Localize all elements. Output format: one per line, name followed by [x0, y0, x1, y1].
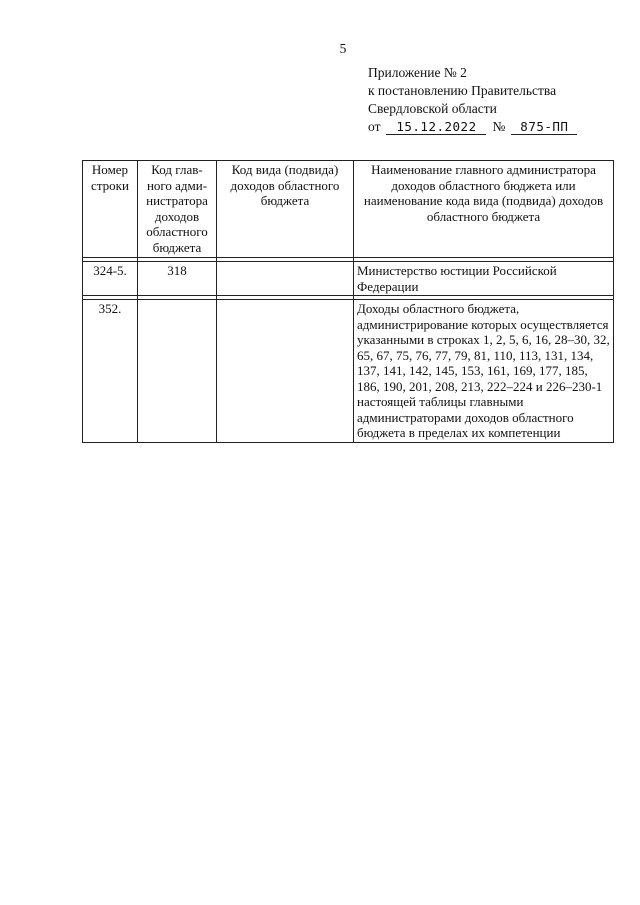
name-cell: Министерство юстиции Российской Федерации: [354, 262, 614, 296]
appendix-title: Приложение № 2: [368, 65, 467, 80]
income-code-cell: [217, 300, 354, 443]
admin-code-cell: 318: [138, 262, 217, 296]
appendix-date-line: [368, 118, 577, 136]
income-administrators-table: [82, 160, 614, 443]
from-label: от: [368, 119, 381, 134]
header-name: Наименование главного администратора доходов областного бюджета или наименование кода вида (подвида) доходов областного бюджета: [354, 161, 614, 258]
page-number: 5: [339, 41, 347, 56]
row-number-cell: 324-5.: [83, 262, 138, 296]
header-row-number: Номер строки: [83, 161, 138, 258]
appendix-resolution: к постановлению Правительства: [368, 83, 557, 98]
income-code-cell: [217, 262, 354, 296]
resolution-number: 875-ПП: [511, 120, 577, 135]
table-header-row: [83, 161, 614, 258]
appendix-region: Свердловской области: [368, 101, 497, 116]
header-income-code: Код вида (подвида) доходов областного бюджета: [217, 161, 354, 258]
table-row: [83, 300, 614, 443]
resolution-date: 15.12.2022: [386, 120, 486, 135]
row-number-cell: 352.: [83, 300, 138, 443]
table-row: [83, 262, 614, 296]
header-admin-code: Код глав-ного адми-нистратора доходов областного бюджета: [138, 161, 217, 258]
name-cell: Доходы областного бюджета, администрирование которых осуществляется указанными в строках 1, 2, 5, 6, 16, 28–30, 32, 65, 67, 75, 76, 77, 79, 81, 110, 113, 131, 134, 137, 141, 142, 145, 153, 161, 169, 177, 185, 186, 190, 201, 208, 213, 222–224 и 226–230-1 настоящей таблицы главными администраторами доходов областного бюджета в пределах их компетенции: [354, 300, 614, 443]
number-sign: №: [492, 119, 506, 134]
appendix-header: [368, 64, 577, 136]
admin-code-cell: [138, 300, 217, 443]
